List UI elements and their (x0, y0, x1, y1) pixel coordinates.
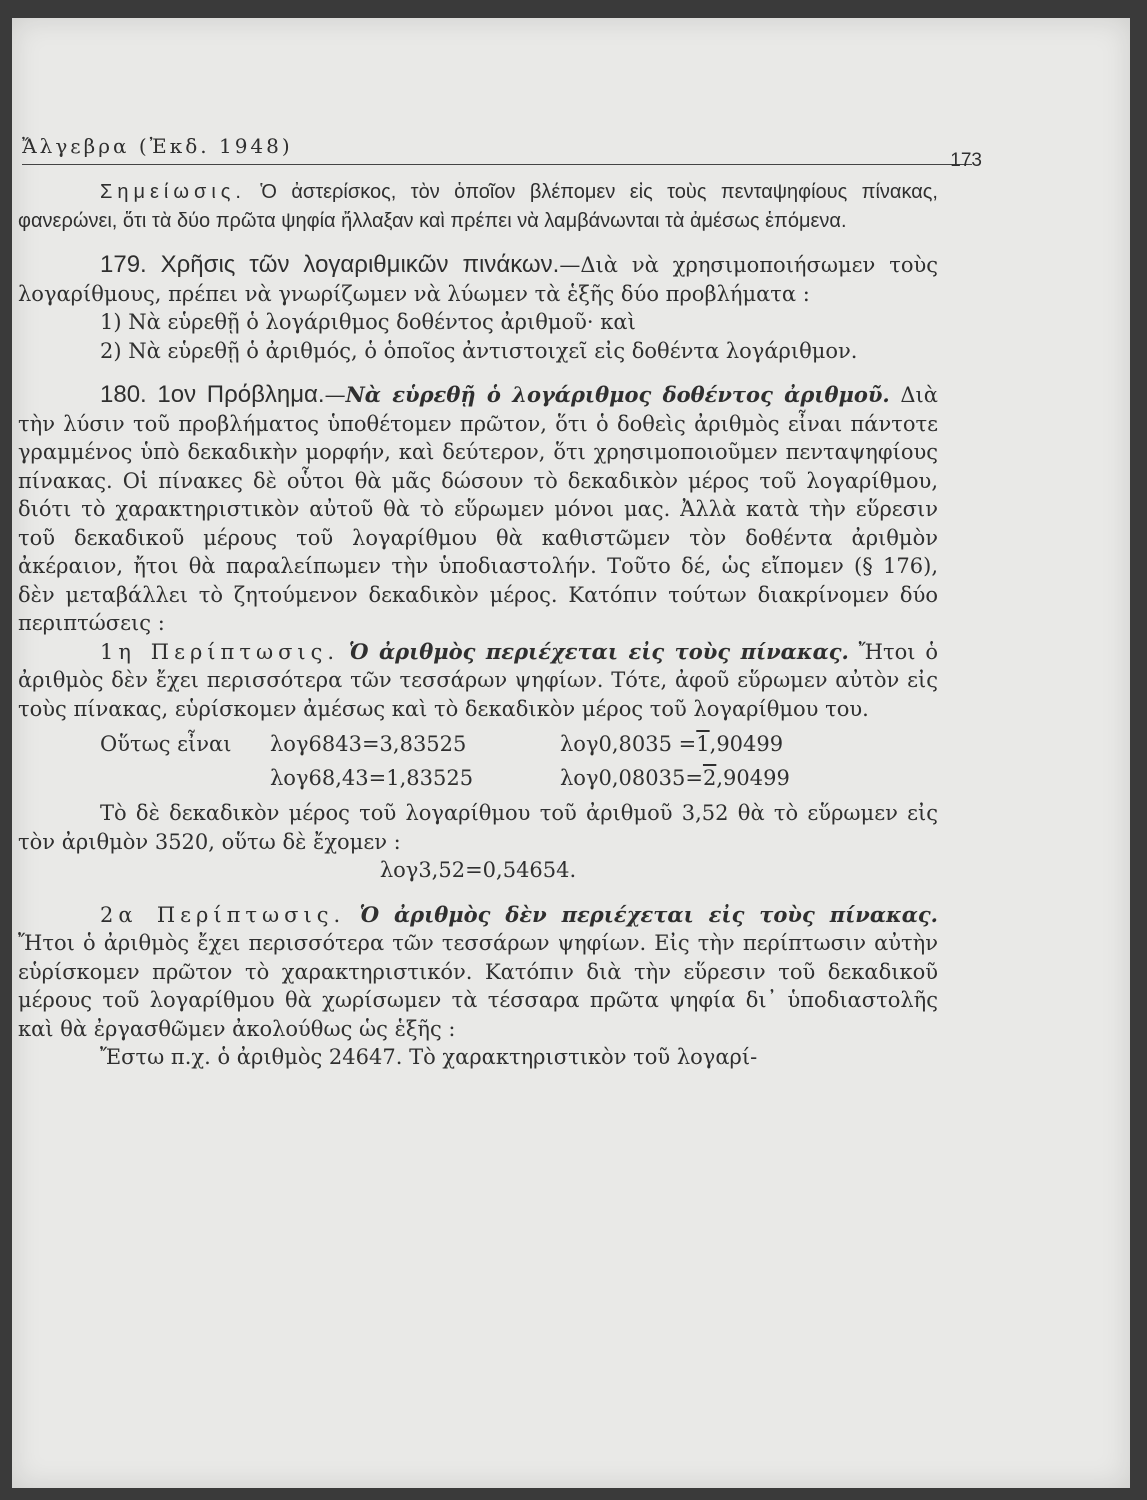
case-2-paragraph (18, 901, 938, 1044)
formula-f2-bar: 1 (696, 731, 710, 756)
case-1-label: 1η Περίπτωσις. (100, 639, 340, 664)
formula-log-0-08035 (560, 764, 880, 793)
section-180-title: Νὰ εὑρεθῇ ὁ λογάριθμος δοθέντος ἀριθμοῦ. (345, 382, 890, 407)
case-1-text: Ἤτοι ὁ ἀριθμὸς δὲν ἔχει περισσότερα τῶν τεσσάρων ψηφίων. Τότε, ἀφοῦ εὕρωμεν αὐτὸν εἰς τοὺς πίνακας, εὑρίσκομεν ἀμέσως καὶ τὸ δεκαδικὸν μέρος τοῦ λογαρίθμου του. (18, 639, 938, 721)
case-2-label: 2α Περίπτωσις. (100, 902, 346, 927)
formula-f4-suffix: ,90499 (716, 765, 790, 790)
section-179-intro: —Διὰ νὰ χρησιμοποιήσωμεν τοὺς λογαρίθμους, πρέπει νὰ γνωρίζωμεν νὰ λύωμεν τὰ ἑξῆς δύο προβλήματα : (18, 253, 938, 306)
note-text: Ὁ ἀστερίσκος, τὸν ὁποῖον βλέπομεν εἰς τοὺς πενταψηφίους πίνακας, φανερώνει, ὅτι τὰ δύο πρῶτα ψηφία ἤλλαξαν καὶ πρέπει νὰ λαμβάνωνται τὰ ἀμέσως ἑπόμενα. (18, 181, 938, 232)
page-header (22, 114, 982, 171)
formula-log-6843: λογ6843=3,83525 (270, 731, 467, 756)
case-2-text: Ἤτοι ὁ ἀριθμὸς ἔχει περισσότερα τῶν τεσσάρων ψηφίων. Εἰς τὴν περίπτωσιν αὐτὴν εὑρίσκομεν πρῶτον τὸ χαρακτηριστικόν. Κατόπιν διὰ τὴν εὕρεσιν τοῦ δεκαδικοῦ μέρους τοῦ λογαρίθμου θὰ χωρίσωμεν τὰ τέσσαρα πρῶτα ψηφία δι᾽ ὑποδιαστολῆς καὶ θὰ ἐργασθῶμεν ἀκολούθως ὡς ἑξῆς : (18, 931, 938, 1041)
running-title: Ἄλγεβρα (Ἐκδ. 1948) (22, 134, 293, 158)
case-1-text-2: Τὸ δὲ δεκαδικὸν μέρος τοῦ λογαρίθμου τοῦ ἀριθμοῦ 3,52 θὰ τὸ εὕρωμεν εἰς τὸν ἀριθμὸν 3520, οὕτω δὲ ἔχομεν : (18, 801, 938, 854)
formula-f2-suffix: ,90499 (709, 731, 784, 756)
note-paragraph (18, 178, 938, 235)
section-179-item-1: 1) Νὰ εὑρεθῇ ὁ λογάριθμος δοθέντος ἀριθμοῦ· καὶ (100, 310, 636, 334)
formula-lead: Οὕτως εἶναι (100, 731, 232, 756)
case-2-title: Ὁ ἀριθμὸς δὲν περιέχεται εἰς τοὺς πίνακας. (359, 901, 938, 927)
formula-log-3-52: λογ3,52=0,54654. (379, 858, 577, 882)
section-180-paragraph (18, 381, 938, 638)
page-number: 173 (950, 150, 982, 171)
case-2-text-2: Ἔστω π.χ. ὁ ἀριθμὸς 24647. Τὸ χαρακτηριστικὸν τοῦ λογαρί- (100, 1045, 758, 1069)
note-label: Σημείωσις. (100, 181, 246, 203)
case-1-title: Ὁ ἀριθμὸς περιέχεται εἰς τοὺς πίνακας. (348, 638, 849, 664)
formula-f2-prefix: λογ0,8035 = (560, 731, 697, 756)
book-page (12, 18, 1130, 1488)
section-180-heading: 180. 1ον Πρόβλημα. (100, 381, 325, 408)
formula-row-2 (18, 761, 938, 795)
formula-f4-prefix: λογ0,08035= (560, 765, 703, 790)
formula-row-1 (18, 727, 938, 761)
section-179-heading: 179. Χρῆσις τῶν λογαριθμικῶν πινάκων. (100, 251, 560, 278)
section-179-item-2: 2) Νὰ εὑρεθῇ ὁ ἀριθμός, ὁ ὁποῖος ἀντιστοιχεῖ εἰς δοθέντα λογάριθμον. (100, 338, 858, 363)
section-179-paragraph (18, 251, 938, 308)
section-180-text: Διὰ τὴν λύσιν τοῦ προβλήματος ὑποθέτομεν πρῶτον, ὅτι ὁ δοθεὶς ἀριθμὸς εἶναι πάντοτε γραμμένος ὑπὸ δεκαδικὴν μορφήν, καὶ δεύτερον, ὅτι χρησιμοποιοῦμεν πενταψηφίους πίνακας. Οἱ πίνακες δὲ οὗτοι θὰ μᾶς δώσουν τὸ δεκαδικὸν μέρος τοῦ λογαρίθμου, διότι τὸ χαρακτηριστικὸν αὐτοῦ θὰ τὸ εὕρωμεν μόνοι μας. Ἀλλὰ κατὰ τὴν εὕρεσιν τοῦ δεκαδικοῦ μέρους τοῦ λογαρίθμου θὰ καθιστῶμεν τὸν δοθέντα ἀριθμὸν ἀκέραιον, ἤτοι θὰ παραλείπωμεν τὴν ὑποδιαστολήν. Τοῦτο δέ, ὡς εἴπομεν (§ 176), δὲν μεταβάλλει τὸ ζητούμενον δεκαδικὸν μέρος. Κατόπιν τούτων διακρίνομεν δύο περιπτώσεις : (18, 383, 938, 635)
case-1-paragraph (18, 638, 938, 724)
section-180-dash: — (324, 383, 346, 407)
formula-log-68-43: λογ68,43=1,83525 (270, 765, 474, 790)
formula-log-0-8035 (560, 730, 880, 759)
formula-block (18, 727, 938, 795)
body-text (18, 178, 938, 1072)
formula-f4-bar: 2 (702, 765, 717, 790)
